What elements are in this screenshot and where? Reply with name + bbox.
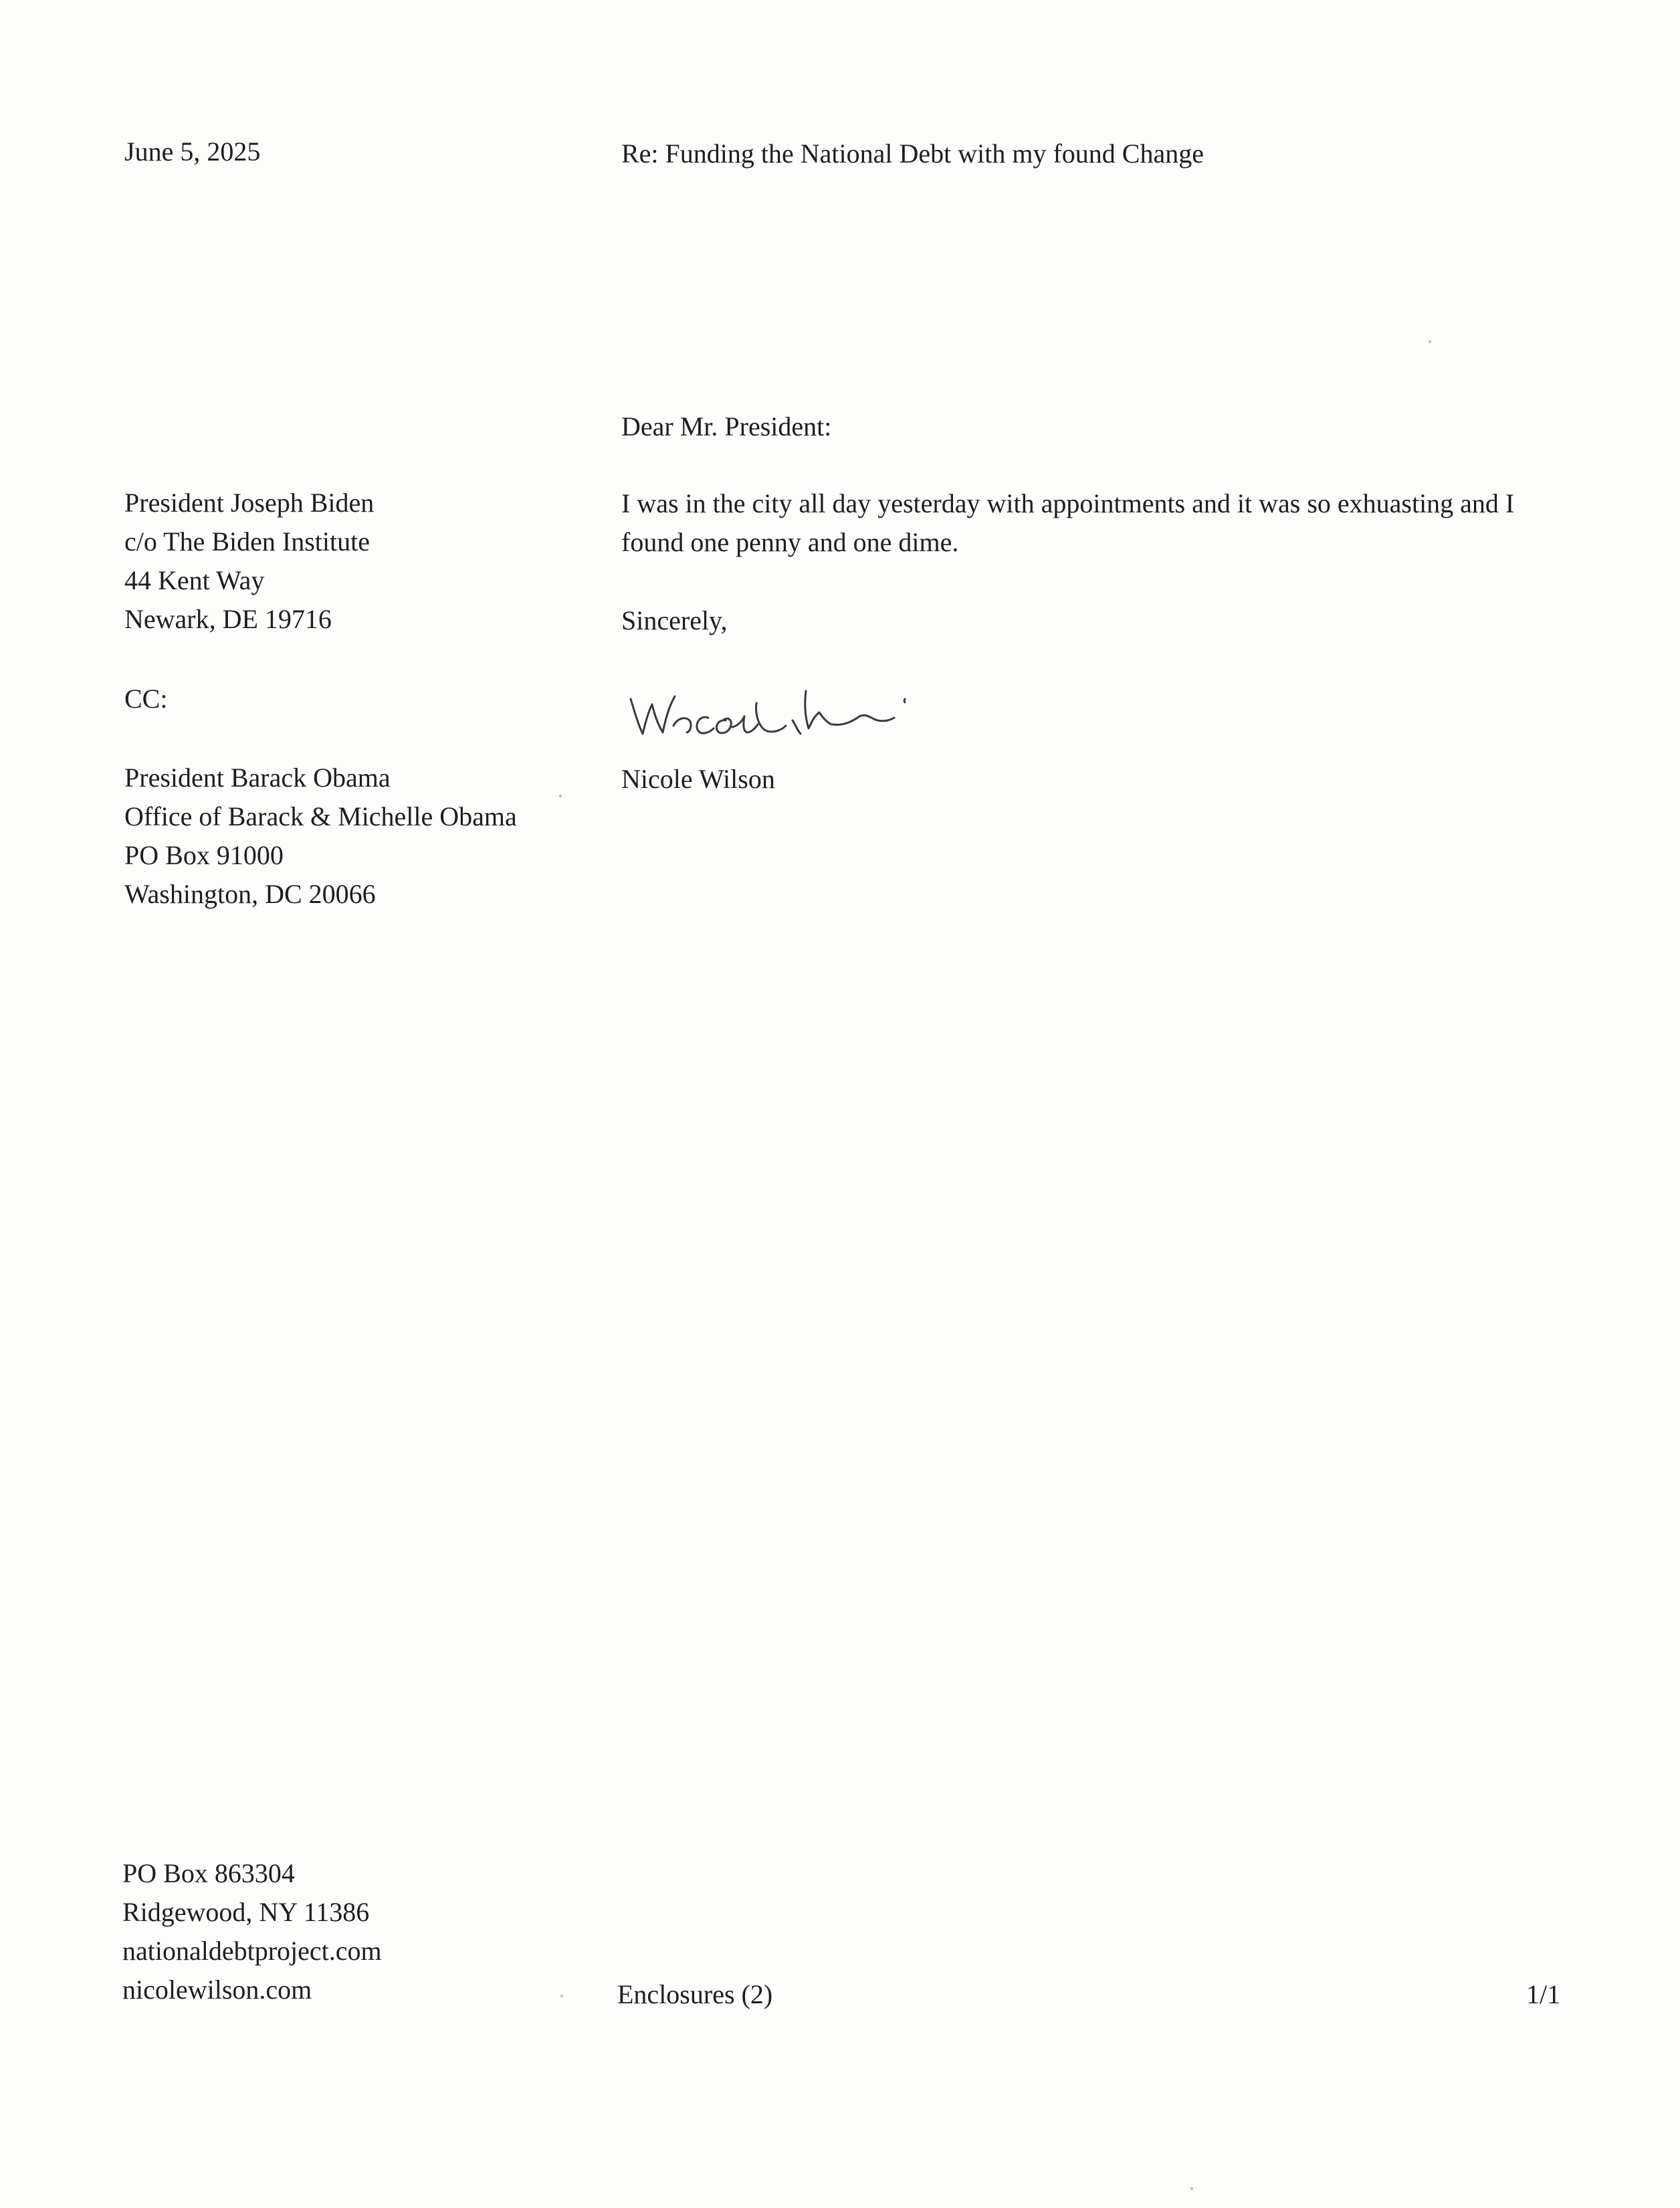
- cc-recipient-address: [124, 759, 517, 914]
- paper-speck: [559, 795, 562, 797]
- recipient-address: [124, 484, 374, 639]
- handwritten-signature: [625, 659, 973, 746]
- letter-subject: Re: Funding the National Debt with my found Change: [621, 138, 1204, 169]
- recipient-name: President Joseph Biden: [124, 488, 375, 518]
- letter-date: June 5, 2025: [124, 136, 261, 167]
- paper-speck: [1190, 2187, 1193, 2190]
- sender-address: [122, 1854, 382, 2009]
- sender-po-box: PO Box 863304: [122, 1858, 295, 1888]
- cc-recipient-organization: Office of Barack & Michelle Obama: [124, 801, 517, 831]
- recipient-organization: c/o The Biden Institute: [124, 526, 370, 557]
- sender-website: nationaldebtproject.com: [122, 1936, 382, 1966]
- cc-label: CC:: [124, 684, 168, 714]
- cc-recipient-name: President Barack Obama: [124, 763, 391, 793]
- letter-body: [621, 484, 1571, 562]
- paper-speck: [560, 1995, 563, 1997]
- recipient-city: Newark, DE 19716: [124, 604, 332, 634]
- body-line: I was in the city all day yesterday with appointments and it was so exhuasting and I: [621, 488, 1515, 518]
- paper-speck: [1429, 340, 1431, 343]
- enclosures-note: Enclosures (2): [617, 1979, 773, 2009]
- salutation: Dear Mr. President:: [621, 411, 832, 441]
- sender-website: nicolewilson.com: [122, 1975, 312, 2005]
- page-number: 1/1: [1526, 1979, 1561, 2009]
- closing: Sincerely,: [621, 605, 728, 635]
- sender-city: Ridgewood, NY 11386: [122, 1897, 370, 1927]
- recipient-street: 44 Kent Way: [124, 565, 265, 595]
- cc-recipient-street: PO Box 91000: [124, 840, 284, 870]
- signer-name: Nicole Wilson: [621, 764, 775, 794]
- body-line: found one penny and one dime.: [621, 527, 959, 557]
- cc-recipient-city: Washington, DC 20066: [124, 879, 376, 909]
